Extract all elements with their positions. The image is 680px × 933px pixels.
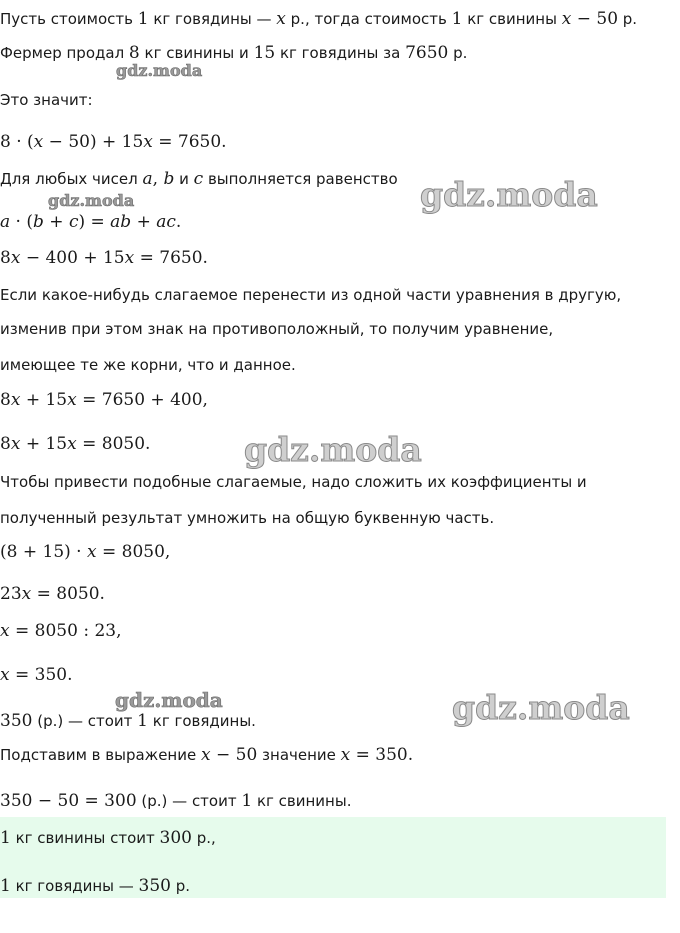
- math-fragment: 350 − 50 = 300: [0, 791, 137, 811]
- line-distributive-formula: [0, 211, 181, 233]
- line-rule-transfer-3: [0, 354, 296, 376]
- math-fragment: x: [0, 621, 10, 641]
- math-fragment: x: [67, 390, 77, 410]
- math-fragment: b: [163, 169, 175, 189]
- math-fragment: = 350.: [350, 745, 414, 765]
- watermark-logo: gdz.moda: [244, 430, 422, 469]
- line-answer-beef: [0, 875, 190, 897]
- math-fragment: x: [200, 745, 211, 765]
- math-fragment: .: [175, 212, 182, 232]
- math-fragment: 23: [0, 584, 22, 604]
- math-fragment: = 7650.: [152, 132, 227, 152]
- watermark-logo: gdz.moda: [420, 175, 598, 214]
- line-solution: [0, 664, 73, 686]
- text-fragment: изменив при этом знак на противоположный, то получим уравнение,: [0, 320, 554, 338]
- math-fragment: 1: [241, 791, 253, 811]
- math-fragment: x: [10, 248, 21, 268]
- text-fragment: кг говядины —: [148, 10, 277, 28]
- line-equation: [0, 131, 227, 153]
- line-transferred: [0, 389, 208, 411]
- math-fragment: a: [142, 169, 153, 189]
- math-fragment: = 8050.: [76, 434, 151, 454]
- watermark-logo: gdz.moda: [116, 61, 203, 80]
- text-fragment: кг говядины за: [275, 44, 406, 62]
- math-fragment: = 8050 : 23,: [9, 621, 122, 641]
- math-fragment: = 8050.: [31, 584, 105, 604]
- math-fragment: x: [21, 584, 32, 604]
- math-fragment: c: [68, 212, 79, 232]
- text-fragment: полученный результат умножить на общую буквенную часть.: [0, 509, 495, 527]
- text-fragment: Подставим в выражение: [0, 746, 201, 764]
- math-fragment: = 7650 + 400,: [76, 390, 208, 410]
- math-fragment: ab: [110, 212, 132, 232]
- line-rule-like-terms-1: [0, 471, 587, 493]
- math-fragment: a: [0, 212, 11, 232]
- math-fragment: ac: [156, 212, 176, 232]
- watermark-logo: gdz.moda: [452, 688, 630, 727]
- text-fragment: Это значит:: [0, 91, 93, 109]
- math-fragment: − 50: [210, 745, 258, 765]
- text-fragment: выполняется равенство: [203, 170, 398, 188]
- math-fragment: +: [43, 212, 69, 232]
- math-fragment: 1: [451, 9, 463, 29]
- text-fragment: р.: [448, 44, 468, 62]
- line-rule-transfer-1: [0, 284, 621, 306]
- line-sum: [0, 433, 150, 455]
- math-fragment: 1: [0, 828, 11, 848]
- math-fragment: x: [10, 390, 21, 410]
- math-fragment: +: [131, 212, 157, 232]
- math-fragment: 8 · (: [0, 132, 34, 152]
- math-fragment: x: [0, 665, 10, 685]
- line-grouped: [0, 541, 170, 563]
- line-condition: [0, 42, 467, 64]
- math-fragment: 8: [0, 390, 11, 410]
- text-fragment: Если какое-нибудь слагаемое перенести из одной части уравнения в другую,: [0, 286, 622, 304]
- math-fragment: 8: [128, 43, 140, 63]
- watermark-logo: gdz.moda: [115, 688, 223, 712]
- line-this-means: [0, 89, 93, 111]
- line-combined: [0, 583, 105, 605]
- math-fragment: 300: [159, 828, 192, 848]
- math-fragment: 1: [0, 876, 11, 896]
- text-fragment: Пусть стоимость: [0, 10, 138, 28]
- math-fragment: x: [276, 9, 286, 29]
- math-fragment: 15: [253, 43, 276, 63]
- text-fragment: (р.) — стоит: [136, 792, 242, 810]
- text-fragment: и: [174, 170, 194, 188]
- watermark-logo: gdz.moda: [48, 191, 135, 210]
- text-fragment: р., тогда стоимость: [285, 10, 452, 28]
- text-fragment: Чтобы привести подобные слагаемые, надо сложить их коэффициенты и: [0, 473, 587, 491]
- math-fragment: x: [86, 542, 97, 562]
- math-fragment: = 7650.: [134, 248, 208, 268]
- math-fragment: = 8050,: [96, 542, 171, 562]
- line-answer-pork: [0, 827, 216, 849]
- text-fragment: кг говядины —: [10, 877, 139, 895]
- text-fragment: Фермер продал: [0, 44, 129, 62]
- math-fragment: + 15: [20, 434, 68, 454]
- text-fragment: значение: [257, 746, 341, 764]
- line-rule-distributive: [0, 168, 398, 190]
- math-fragment: − 50) + 15: [43, 132, 144, 152]
- math-fragment: ,: [152, 169, 164, 189]
- text-fragment: кг говядины.: [148, 712, 256, 730]
- text-fragment: р.: [618, 10, 638, 28]
- line-rule-like-terms-2: [0, 507, 494, 529]
- math-fragment: = 350.: [9, 665, 73, 685]
- text-fragment: имеющее те же корни, что и данное.: [0, 356, 296, 374]
- math-fragment: 350: [0, 711, 33, 731]
- text-fragment: кг свинины стоит: [10, 829, 160, 847]
- math-fragment: − 50: [571, 9, 619, 29]
- math-fragment: x: [10, 434, 21, 454]
- math-fragment: x: [67, 434, 77, 454]
- math-fragment: 1: [137, 711, 148, 731]
- math-fragment: x: [340, 745, 351, 765]
- line-rule-transfer-2: [0, 318, 553, 340]
- line-intro: [0, 8, 637, 30]
- math-fragment: x: [143, 132, 153, 152]
- line-pork-calc: [0, 790, 351, 812]
- math-fragment: · (: [10, 212, 33, 232]
- text-fragment: Для любых чисел: [0, 170, 143, 188]
- text-fragment: р.: [171, 877, 191, 895]
- text-fragment: р.,: [192, 829, 216, 847]
- text-fragment: кг свинины: [462, 10, 562, 28]
- text-fragment: кг свинины.: [252, 792, 352, 810]
- math-fragment: 7650: [405, 43, 449, 63]
- math-fragment: c: [193, 169, 204, 189]
- math-fragment: b: [32, 212, 44, 232]
- line-expanded: [0, 247, 208, 269]
- math-fragment: 350: [138, 876, 171, 896]
- line-divide: [0, 620, 121, 642]
- math-fragment: 8: [0, 248, 11, 268]
- line-beef-price: [0, 710, 256, 732]
- math-fragment: (8 + 15) ·: [0, 542, 87, 562]
- line-substitute: [0, 744, 413, 766]
- math-fragment: ) =: [78, 212, 111, 232]
- text-fragment: (р.) — стоит: [32, 712, 138, 730]
- text-fragment: кг свинины и: [139, 44, 254, 62]
- math-fragment: x: [561, 9, 572, 29]
- math-fragment: + 15: [20, 390, 68, 410]
- math-fragment: x: [33, 132, 44, 152]
- math-fragment: 8: [0, 434, 11, 454]
- math-fragment: − 400 + 15: [20, 248, 125, 268]
- math-fragment: x: [124, 248, 135, 268]
- math-fragment: 1: [137, 9, 149, 29]
